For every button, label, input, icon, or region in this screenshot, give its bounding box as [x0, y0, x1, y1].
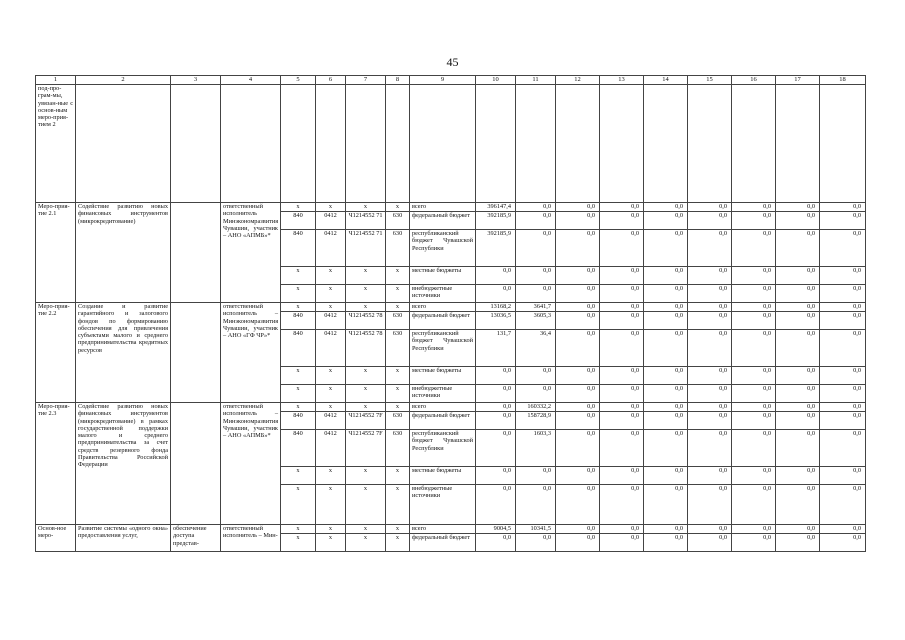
- amount-cell: 0,0: [820, 303, 866, 312]
- code-cell: x: [346, 203, 386, 212]
- amount-cell: 0,0: [732, 330, 776, 367]
- amount-cell: 0,0: [644, 303, 688, 312]
- amount-cell: 0,0: [820, 534, 866, 552]
- funding-source: местные бюджеты: [410, 267, 476, 285]
- code-cell: x: [386, 467, 410, 485]
- amount-cell: 0,0: [776, 525, 820, 534]
- amount-cell: 0,0: [776, 285, 820, 303]
- amount-cell: 0,0: [476, 412, 516, 430]
- amount-cell: 0,0: [776, 385, 820, 403]
- amount-cell: 0,0: [644, 203, 688, 212]
- amount-cell: 0,0: [600, 212, 644, 230]
- code-cell: x: [346, 285, 386, 303]
- amount-cell: 0,0: [516, 230, 556, 267]
- amount-cell: 0,0: [732, 467, 776, 485]
- amount-cell: 0,0: [644, 367, 688, 385]
- funding-source: внебюджетные источники: [410, 285, 476, 303]
- empty-cell: [732, 85, 776, 203]
- amount-cell: 0,0: [776, 367, 820, 385]
- header-row: [36, 76, 866, 85]
- amount-cell: 0,0: [732, 267, 776, 285]
- code-cell: x: [346, 467, 386, 485]
- funding-source: внебюджетные источники: [410, 385, 476, 403]
- amount-cell: 0,0: [644, 330, 688, 367]
- amount-cell: 0,0: [688, 467, 732, 485]
- code-cell: x: [316, 403, 346, 412]
- amount-cell: 158728,9: [516, 412, 556, 430]
- column-number: 16: [732, 76, 776, 85]
- amount-cell: 0,0: [732, 285, 776, 303]
- amount-cell: 0,0: [688, 267, 732, 285]
- measure-label: Меро-прия-тие 2.1: [36, 203, 76, 303]
- measure-goal: обеспечение доступа представ-: [171, 525, 221, 552]
- amount-cell: 0,0: [600, 467, 644, 485]
- amount-cell: 0,0: [732, 525, 776, 534]
- amount-cell: 13036,5: [476, 312, 516, 330]
- budget-table: [35, 75, 866, 552]
- code-cell: x: [346, 267, 386, 285]
- amount-cell: 0,0: [820, 430, 866, 467]
- column-number: 7: [346, 76, 386, 85]
- amount-cell: 0,0: [476, 267, 516, 285]
- amount-cell: 0,0: [556, 403, 600, 412]
- page-number: 45: [446, 55, 459, 69]
- amount-cell: 0,0: [820, 330, 866, 367]
- column-number: 4: [221, 76, 281, 85]
- amount-cell: 0,0: [732, 403, 776, 412]
- amount-cell: 9004,5: [476, 525, 516, 534]
- amount-cell: 0,0: [688, 412, 732, 430]
- amount-cell: 0,0: [516, 485, 556, 525]
- measure-executor: ответственный исполнитель – Минэкономразвития Чувашии, участник – АНО «АПМБ»*: [221, 403, 281, 525]
- code-cell: x: [386, 534, 410, 552]
- code-cell: x: [316, 467, 346, 485]
- funding-source: местные бюджеты: [410, 467, 476, 485]
- amount-cell: 0,0: [516, 385, 556, 403]
- table-row: [36, 85, 866, 203]
- amount-cell: 0,0: [776, 485, 820, 525]
- amount-cell: 0,0: [516, 534, 556, 552]
- code-cell: 840: [281, 230, 316, 267]
- amount-cell: 0,0: [516, 285, 556, 303]
- code-cell: x: [281, 285, 316, 303]
- amount-cell: 0,0: [776, 212, 820, 230]
- code-cell: 630: [386, 230, 410, 267]
- empty-cell: [688, 85, 732, 203]
- code-cell: x: [386, 203, 410, 212]
- amount-cell: 0,0: [820, 525, 866, 534]
- amount-cell: 0,0: [476, 534, 516, 552]
- column-number: 9: [410, 76, 476, 85]
- amount-cell: 0,0: [688, 303, 732, 312]
- measure-executor: ответственный исполнитель Минэкономразвития Чувашии, участник – АНО «АПМБ»*: [221, 203, 281, 303]
- code-cell: Ч1214552 71: [346, 230, 386, 267]
- amount-cell: 0,0: [776, 534, 820, 552]
- code-cell: x: [346, 485, 386, 525]
- amount-cell: 0,0: [732, 485, 776, 525]
- measure-label: Основ-ное меро-: [36, 525, 76, 552]
- amount-cell: 0,0: [820, 212, 866, 230]
- measure-description: Содействие развитию новых финансовых инструментов (микрокредитование): [76, 203, 171, 303]
- amount-cell: 0,0: [476, 385, 516, 403]
- amount-cell: 0,0: [776, 403, 820, 412]
- amount-cell: 0,0: [556, 267, 600, 285]
- code-cell: x: [281, 267, 316, 285]
- column-number: 8: [386, 76, 410, 85]
- code-cell: x: [281, 534, 316, 552]
- amount-cell: 0,0: [476, 467, 516, 485]
- measure-goal: [171, 203, 221, 303]
- code-cell: Ч1214552 78: [346, 312, 386, 330]
- code-cell: x: [386, 385, 410, 403]
- amount-cell: 0,0: [776, 330, 820, 367]
- code-cell: x: [386, 267, 410, 285]
- amount-cell: 0,0: [820, 385, 866, 403]
- column-number: 13: [600, 76, 644, 85]
- code-cell: 0412: [316, 430, 346, 467]
- code-cell: x: [281, 403, 316, 412]
- amount-cell: 392185,9: [476, 212, 516, 230]
- amount-cell: 3641,7: [516, 303, 556, 312]
- code-cell: Ч1214552 7F: [346, 412, 386, 430]
- amount-cell: 396147,4: [476, 203, 516, 212]
- amount-cell: 0,0: [644, 212, 688, 230]
- amount-cell: 392185,9: [476, 230, 516, 267]
- amount-cell: 0,0: [600, 485, 644, 525]
- amount-cell: 0,0: [732, 385, 776, 403]
- amount-cell: 0,0: [820, 312, 866, 330]
- amount-cell: 10341,5: [516, 525, 556, 534]
- amount-cell: 0,0: [688, 525, 732, 534]
- code-cell: 630: [386, 312, 410, 330]
- amount-cell: 0,0: [600, 430, 644, 467]
- amount-cell: 0,0: [820, 367, 866, 385]
- code-cell: 840: [281, 212, 316, 230]
- funding-source: федеральный бюджет: [410, 412, 476, 430]
- amount-cell: 0,0: [688, 230, 732, 267]
- funding-source: республиканский бюджет Чувашской Республики: [410, 430, 476, 467]
- measure-label: Меро-прия-тие 2.3: [36, 403, 76, 525]
- empty-cell: [386, 85, 410, 203]
- amount-cell: 0,0: [644, 267, 688, 285]
- code-cell: 630: [386, 330, 410, 367]
- amount-cell: 0,0: [516, 212, 556, 230]
- table-row: [36, 303, 866, 312]
- code-cell: x: [346, 534, 386, 552]
- amount-cell: 0,0: [820, 267, 866, 285]
- amount-cell: 0,0: [820, 203, 866, 212]
- funding-source: внебюджетные источники: [410, 485, 476, 525]
- empty-cell: [820, 85, 866, 203]
- code-cell: x: [346, 403, 386, 412]
- measure-goal: [171, 403, 221, 525]
- amount-cell: 36,4: [516, 330, 556, 367]
- funding-source: местные бюджеты: [410, 367, 476, 385]
- amount-cell: 0,0: [600, 385, 644, 403]
- amount-cell: 3605,3: [516, 312, 556, 330]
- empty-cell: [556, 85, 600, 203]
- code-cell: x: [346, 525, 386, 534]
- amount-cell: 0,0: [732, 367, 776, 385]
- amount-cell: 0,0: [476, 367, 516, 385]
- funding-source: всего: [410, 525, 476, 534]
- amount-cell: 0,0: [732, 212, 776, 230]
- amount-cell: 0,0: [688, 403, 732, 412]
- code-cell: x: [316, 267, 346, 285]
- empty-cell: [281, 85, 316, 203]
- empty-cell: [476, 85, 516, 203]
- amount-cell: 0,0: [688, 212, 732, 230]
- empty-cell: [516, 85, 556, 203]
- amount-cell: 0,0: [600, 303, 644, 312]
- amount-cell: 0,0: [776, 230, 820, 267]
- amount-cell: 0,0: [600, 403, 644, 412]
- amount-cell: 0,0: [556, 312, 600, 330]
- row-label: под-про-грам-мы, увязан-ные с основ-ным меро-прия-тием 2: [36, 85, 76, 203]
- amount-cell: 0,0: [556, 485, 600, 525]
- funding-source: республиканский бюджет Чувашской Республики: [410, 230, 476, 267]
- column-number: 1: [36, 76, 76, 85]
- code-cell: Ч1214552 71: [346, 212, 386, 230]
- column-number: 12: [556, 76, 600, 85]
- amount-cell: 0,0: [600, 534, 644, 552]
- amount-cell: 0,0: [556, 203, 600, 212]
- column-number: 6: [316, 76, 346, 85]
- code-cell: x: [281, 303, 316, 312]
- amount-cell: 0,0: [644, 412, 688, 430]
- empty-cell: [221, 85, 281, 203]
- amount-cell: 0,0: [732, 303, 776, 312]
- amount-cell: 0,0: [644, 525, 688, 534]
- code-cell: x: [316, 385, 346, 403]
- code-cell: x: [281, 367, 316, 385]
- measure-goal: [171, 303, 221, 403]
- amount-cell: 0,0: [688, 430, 732, 467]
- code-cell: 630: [386, 430, 410, 467]
- funding-source: федеральный бюджет: [410, 534, 476, 552]
- column-number: 10: [476, 76, 516, 85]
- code-cell: x: [346, 367, 386, 385]
- amount-cell: 1603,3: [516, 430, 556, 467]
- amount-cell: 0,0: [516, 203, 556, 212]
- column-number: 14: [644, 76, 688, 85]
- amount-cell: 0,0: [776, 412, 820, 430]
- funding-source: всего: [410, 403, 476, 412]
- amount-cell: 0,0: [644, 230, 688, 267]
- amount-cell: 0,0: [644, 430, 688, 467]
- measure-description: Развитие системы «одного окна» предоставления услуг,: [76, 525, 171, 552]
- code-cell: x: [316, 525, 346, 534]
- empty-cell: [776, 85, 820, 203]
- amount-cell: 0,0: [820, 485, 866, 525]
- amount-cell: 0,0: [688, 367, 732, 385]
- amount-cell: 0,0: [556, 212, 600, 230]
- amount-cell: 0,0: [556, 412, 600, 430]
- amount-cell: 0,0: [476, 285, 516, 303]
- funding-source: всего: [410, 303, 476, 312]
- code-cell: x: [316, 367, 346, 385]
- amount-cell: 0,0: [644, 403, 688, 412]
- funding-source: республиканский бюджет Чувашской Республики: [410, 330, 476, 367]
- amount-cell: 0,0: [820, 230, 866, 267]
- amount-cell: 0,0: [516, 367, 556, 385]
- amount-cell: 160332,2: [516, 403, 556, 412]
- code-cell: 840: [281, 412, 316, 430]
- amount-cell: 0,0: [776, 312, 820, 330]
- code-cell: 0412: [316, 330, 346, 367]
- code-cell: 0412: [316, 412, 346, 430]
- amount-cell: 0,0: [600, 330, 644, 367]
- code-cell: x: [281, 525, 316, 534]
- amount-cell: 0,0: [688, 534, 732, 552]
- empty-cell: [644, 85, 688, 203]
- amount-cell: 0,0: [600, 230, 644, 267]
- amount-cell: 0,0: [820, 467, 866, 485]
- amount-cell: 0,0: [476, 430, 516, 467]
- amount-cell: 0,0: [776, 430, 820, 467]
- code-cell: x: [346, 385, 386, 403]
- amount-cell: 0,0: [644, 534, 688, 552]
- measure-description: Содействие развитию новых финансовых инструментов (микрокредитование) в рамках государственной поддержки малого и среднего предпринимательства за счет средств резервного фонда Правительства Российской Федерации: [76, 403, 171, 525]
- column-number: 11: [516, 76, 556, 85]
- amount-cell: 131,7: [476, 330, 516, 367]
- amount-cell: 0,0: [600, 267, 644, 285]
- amount-cell: 0,0: [688, 203, 732, 212]
- code-cell: x: [281, 485, 316, 525]
- funding-source: федеральный бюджет: [410, 212, 476, 230]
- amount-cell: 0,0: [644, 312, 688, 330]
- column-number: 2: [76, 76, 171, 85]
- amount-cell: 0,0: [644, 467, 688, 485]
- code-cell: x: [281, 385, 316, 403]
- amount-cell: 0,0: [688, 285, 732, 303]
- code-cell: x: [386, 303, 410, 312]
- amount-cell: 0,0: [556, 303, 600, 312]
- amount-cell: 0,0: [556, 430, 600, 467]
- amount-cell: 0,0: [600, 412, 644, 430]
- code-cell: Ч1214552 78: [346, 330, 386, 367]
- amount-cell: 0,0: [820, 285, 866, 303]
- code-cell: x: [316, 203, 346, 212]
- code-cell: 840: [281, 312, 316, 330]
- amount-cell: 0,0: [776, 203, 820, 212]
- code-cell: x: [386, 367, 410, 385]
- code-cell: x: [281, 467, 316, 485]
- empty-cell: [76, 85, 171, 203]
- amount-cell: 0,0: [732, 534, 776, 552]
- empty-cell: [410, 85, 476, 203]
- amount-cell: 0,0: [732, 430, 776, 467]
- code-cell: x: [386, 403, 410, 412]
- code-cell: x: [346, 303, 386, 312]
- amount-cell: 0,0: [820, 403, 866, 412]
- amount-cell: 0,0: [516, 267, 556, 285]
- amount-cell: 0,0: [476, 485, 516, 525]
- amount-cell: 0,0: [556, 534, 600, 552]
- amount-cell: 0,0: [556, 467, 600, 485]
- amount-cell: 0,0: [644, 385, 688, 403]
- amount-cell: 0,0: [600, 285, 644, 303]
- measure-executor: ответственный исполнитель – Минэкономразвития Чувашии, участник – АНО «ГФ ЧР»*: [221, 303, 281, 403]
- amount-cell: 0,0: [556, 525, 600, 534]
- funding-source: всего: [410, 203, 476, 212]
- column-number: 18: [820, 76, 866, 85]
- amount-cell: 0,0: [688, 330, 732, 367]
- amount-cell: 0,0: [600, 525, 644, 534]
- amount-cell: 0,0: [556, 285, 600, 303]
- amount-cell: 0,0: [556, 330, 600, 367]
- amount-cell: 0,0: [776, 267, 820, 285]
- measure-description: Создание и развитие гарантийного и залогового фондов по формированию обеспечения для привлечения субъектами малого и среднего предпринимательства кредитных ресурсов: [76, 303, 171, 403]
- amount-cell: 0,0: [776, 467, 820, 485]
- measure-executor: ответственный исполнитель – Мин-: [221, 525, 281, 552]
- table-row: [36, 203, 866, 212]
- amount-cell: 0,0: [688, 312, 732, 330]
- code-cell: 840: [281, 430, 316, 467]
- amount-cell: 0,0: [776, 303, 820, 312]
- amount-cell: 0,0: [688, 485, 732, 525]
- amount-cell: 0,0: [820, 412, 866, 430]
- empty-cell: [600, 85, 644, 203]
- code-cell: 0412: [316, 230, 346, 267]
- measure-label: Меро-прия-тие 2.2: [36, 303, 76, 403]
- amount-cell: 0,0: [732, 412, 776, 430]
- empty-cell: [316, 85, 346, 203]
- code-cell: x: [316, 285, 346, 303]
- amount-cell: 13168,2: [476, 303, 516, 312]
- amount-cell: 0,0: [556, 385, 600, 403]
- table-row: [36, 403, 866, 412]
- code-cell: 630: [386, 412, 410, 430]
- code-cell: x: [316, 534, 346, 552]
- amount-cell: 0,0: [600, 312, 644, 330]
- code-cell: x: [316, 303, 346, 312]
- amount-cell: 0,0: [732, 230, 776, 267]
- amount-cell: 0,0: [516, 467, 556, 485]
- amount-cell: 0,0: [600, 203, 644, 212]
- code-cell: x: [281, 203, 316, 212]
- code-cell: 630: [386, 212, 410, 230]
- amount-cell: 0,0: [644, 485, 688, 525]
- code-cell: 0412: [316, 212, 346, 230]
- amount-cell: 0,0: [556, 230, 600, 267]
- column-number: 5: [281, 76, 316, 85]
- amount-cell: 0,0: [600, 367, 644, 385]
- code-cell: 840: [281, 330, 316, 367]
- amount-cell: 0,0: [644, 285, 688, 303]
- code-cell: Ч1214552 7F: [346, 430, 386, 467]
- code-cell: x: [386, 285, 410, 303]
- amount-cell: 0,0: [732, 312, 776, 330]
- code-cell: 0412: [316, 312, 346, 330]
- empty-cell: [171, 85, 221, 203]
- empty-cell: [346, 85, 386, 203]
- amount-cell: 0,0: [732, 203, 776, 212]
- amount-cell: 0,0: [476, 403, 516, 412]
- table-row: [36, 525, 866, 534]
- amount-cell: 0,0: [688, 385, 732, 403]
- code-cell: x: [386, 485, 410, 525]
- code-cell: x: [386, 525, 410, 534]
- column-number: 3: [171, 76, 221, 85]
- amount-cell: 0,0: [556, 367, 600, 385]
- funding-source: федеральный бюджет: [410, 312, 476, 330]
- column-number: 17: [776, 76, 820, 85]
- code-cell: x: [316, 485, 346, 525]
- column-number: 15: [688, 76, 732, 85]
